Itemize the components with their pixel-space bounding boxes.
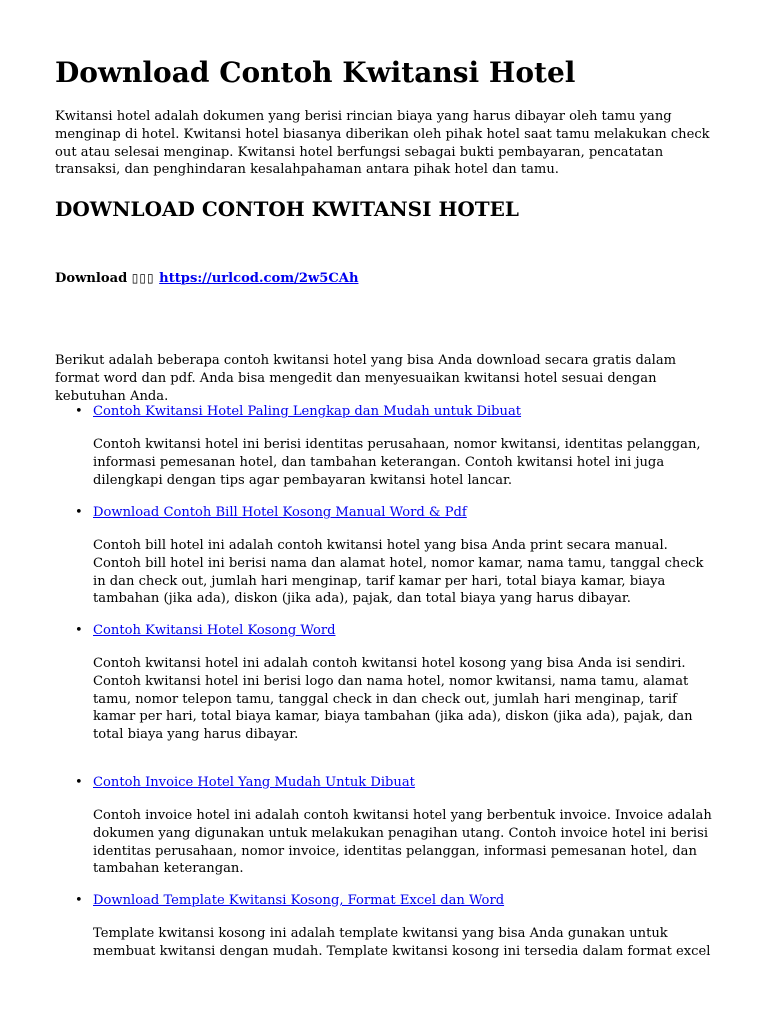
item-link[interactable]: Contoh Kwitansi Hotel Paling Lengkap dan Mudah untuk Dibuat bbox=[93, 404, 522, 419]
download-line bbox=[55, 269, 358, 288]
download-glyph: ▯▯▯ bbox=[131, 271, 155, 285]
bullet-icon: • bbox=[75, 893, 83, 908]
item-description: Template kwitansi kosong ini adalah template kwitansi yang bisa Anda gunakan untuk membuat kwitansi dengan mudah. Template kwitansi kosong ini tersedia dalam format excel bbox=[93, 926, 711, 959]
item-link[interactable]: Download Contoh Bill Hotel Kosong Manual Word & Pdf bbox=[93, 505, 467, 520]
item-link[interactable]: Contoh Invoice Hotel Yang Mudah Untuk Dibuat bbox=[93, 775, 415, 790]
item-description: Contoh bill hotel ini adalah contoh kwitansi hotel yang bisa Anda print secara manual. Contoh bill hotel ini berisi nama dan alamat hotel, nomor kamar, nama tamu, tanggal check in dan check out, jumlah hari menginap, tarif kamar per hari, total biaya kamar, biaya tambahan (jika ada), diskon (jika ada), pajak, dan total biaya yang harus dibayar. bbox=[93, 538, 704, 607]
item-link[interactable]: Download Template Kwitansi Kosong, Format Excel dan Word bbox=[93, 893, 505, 908]
item-description: Contoh kwitansi hotel ini adalah contoh kwitansi hotel kosong yang bisa Anda isi sendiri. Contoh kwitansi hotel ini berisi logo dan nama hotel, nomor kwitansi, nama tamu, alamat tamu, nomor telepon tamu, tanggal check in dan check out, jumlah hari menginap, tarif kamar per hari, total biaya kamar, biaya tambahan (jika ada), diskon (jika ada), pajak, dan total biaya yang harus dibayar. bbox=[93, 656, 693, 743]
list-item bbox=[75, 622, 715, 743]
list-intro-paragraph: Berikut adalah beberapa contoh kwitansi hotel yang bisa Anda download secara gratis dalam format word dan pdf. Anda bisa mengedit dan menyesuaikan kwitansi hotel sesuai dengan kebutuhan Anda. bbox=[55, 353, 677, 404]
download-label: Download bbox=[55, 271, 128, 286]
list-item bbox=[75, 892, 715, 959]
bullet-icon: • bbox=[75, 505, 83, 520]
bullet-icon: • bbox=[75, 623, 83, 638]
bullet-icon: • bbox=[75, 404, 83, 419]
bullet-icon: • bbox=[75, 775, 83, 790]
list-item bbox=[75, 774, 715, 877]
download-link[interactable]: https://urlcod.com/2w5CAh bbox=[159, 271, 359, 286]
item-link[interactable]: Contoh Kwitansi Hotel Kosong Word bbox=[93, 623, 336, 638]
page-title: Download Contoh Kwitansi Hotel bbox=[55, 56, 576, 89]
item-description: Contoh invoice hotel ini adalah contoh kwitansi hotel yang berbentuk invoice. Invoice adalah dokumen yang digunakan untuk melakukan penagihan utang. Contoh invoice hotel ini berisi identitas perusahaan, nomor invoice, identitas pelanggan, informasi pemesanan hotel, dan tambahan keterangan. bbox=[93, 808, 712, 877]
item-description: Contoh kwitansi hotel ini berisi identitas perusahaan, nomor kwitansi, identitas pelanggan, informasi pemesanan hotel, dan tambahan keterangan. Contoh kwitansi hotel ini juga dilengkapi dengan tips agar pembayaran kwitansi hotel lancar. bbox=[93, 437, 701, 488]
intro-paragraph: Kwitansi hotel adalah dokumen yang berisi rincian biaya yang harus dibayar oleh tamu yang menginap di hotel. Kwitansi hotel biasanya diberikan oleh pihak hotel saat tamu melakukan check out atau selesai menginap. Kwitansi hotel berfungsi sebagai bukti pembayaran, pencatatan transaksi, dan penghindaran kesalahpahaman antara pihak hotel dan tamu. bbox=[55, 109, 710, 178]
list-item bbox=[75, 403, 715, 488]
list-item bbox=[75, 504, 715, 607]
section-heading: DOWNLOAD CONTOH KWITANSI HOTEL bbox=[55, 197, 519, 221]
